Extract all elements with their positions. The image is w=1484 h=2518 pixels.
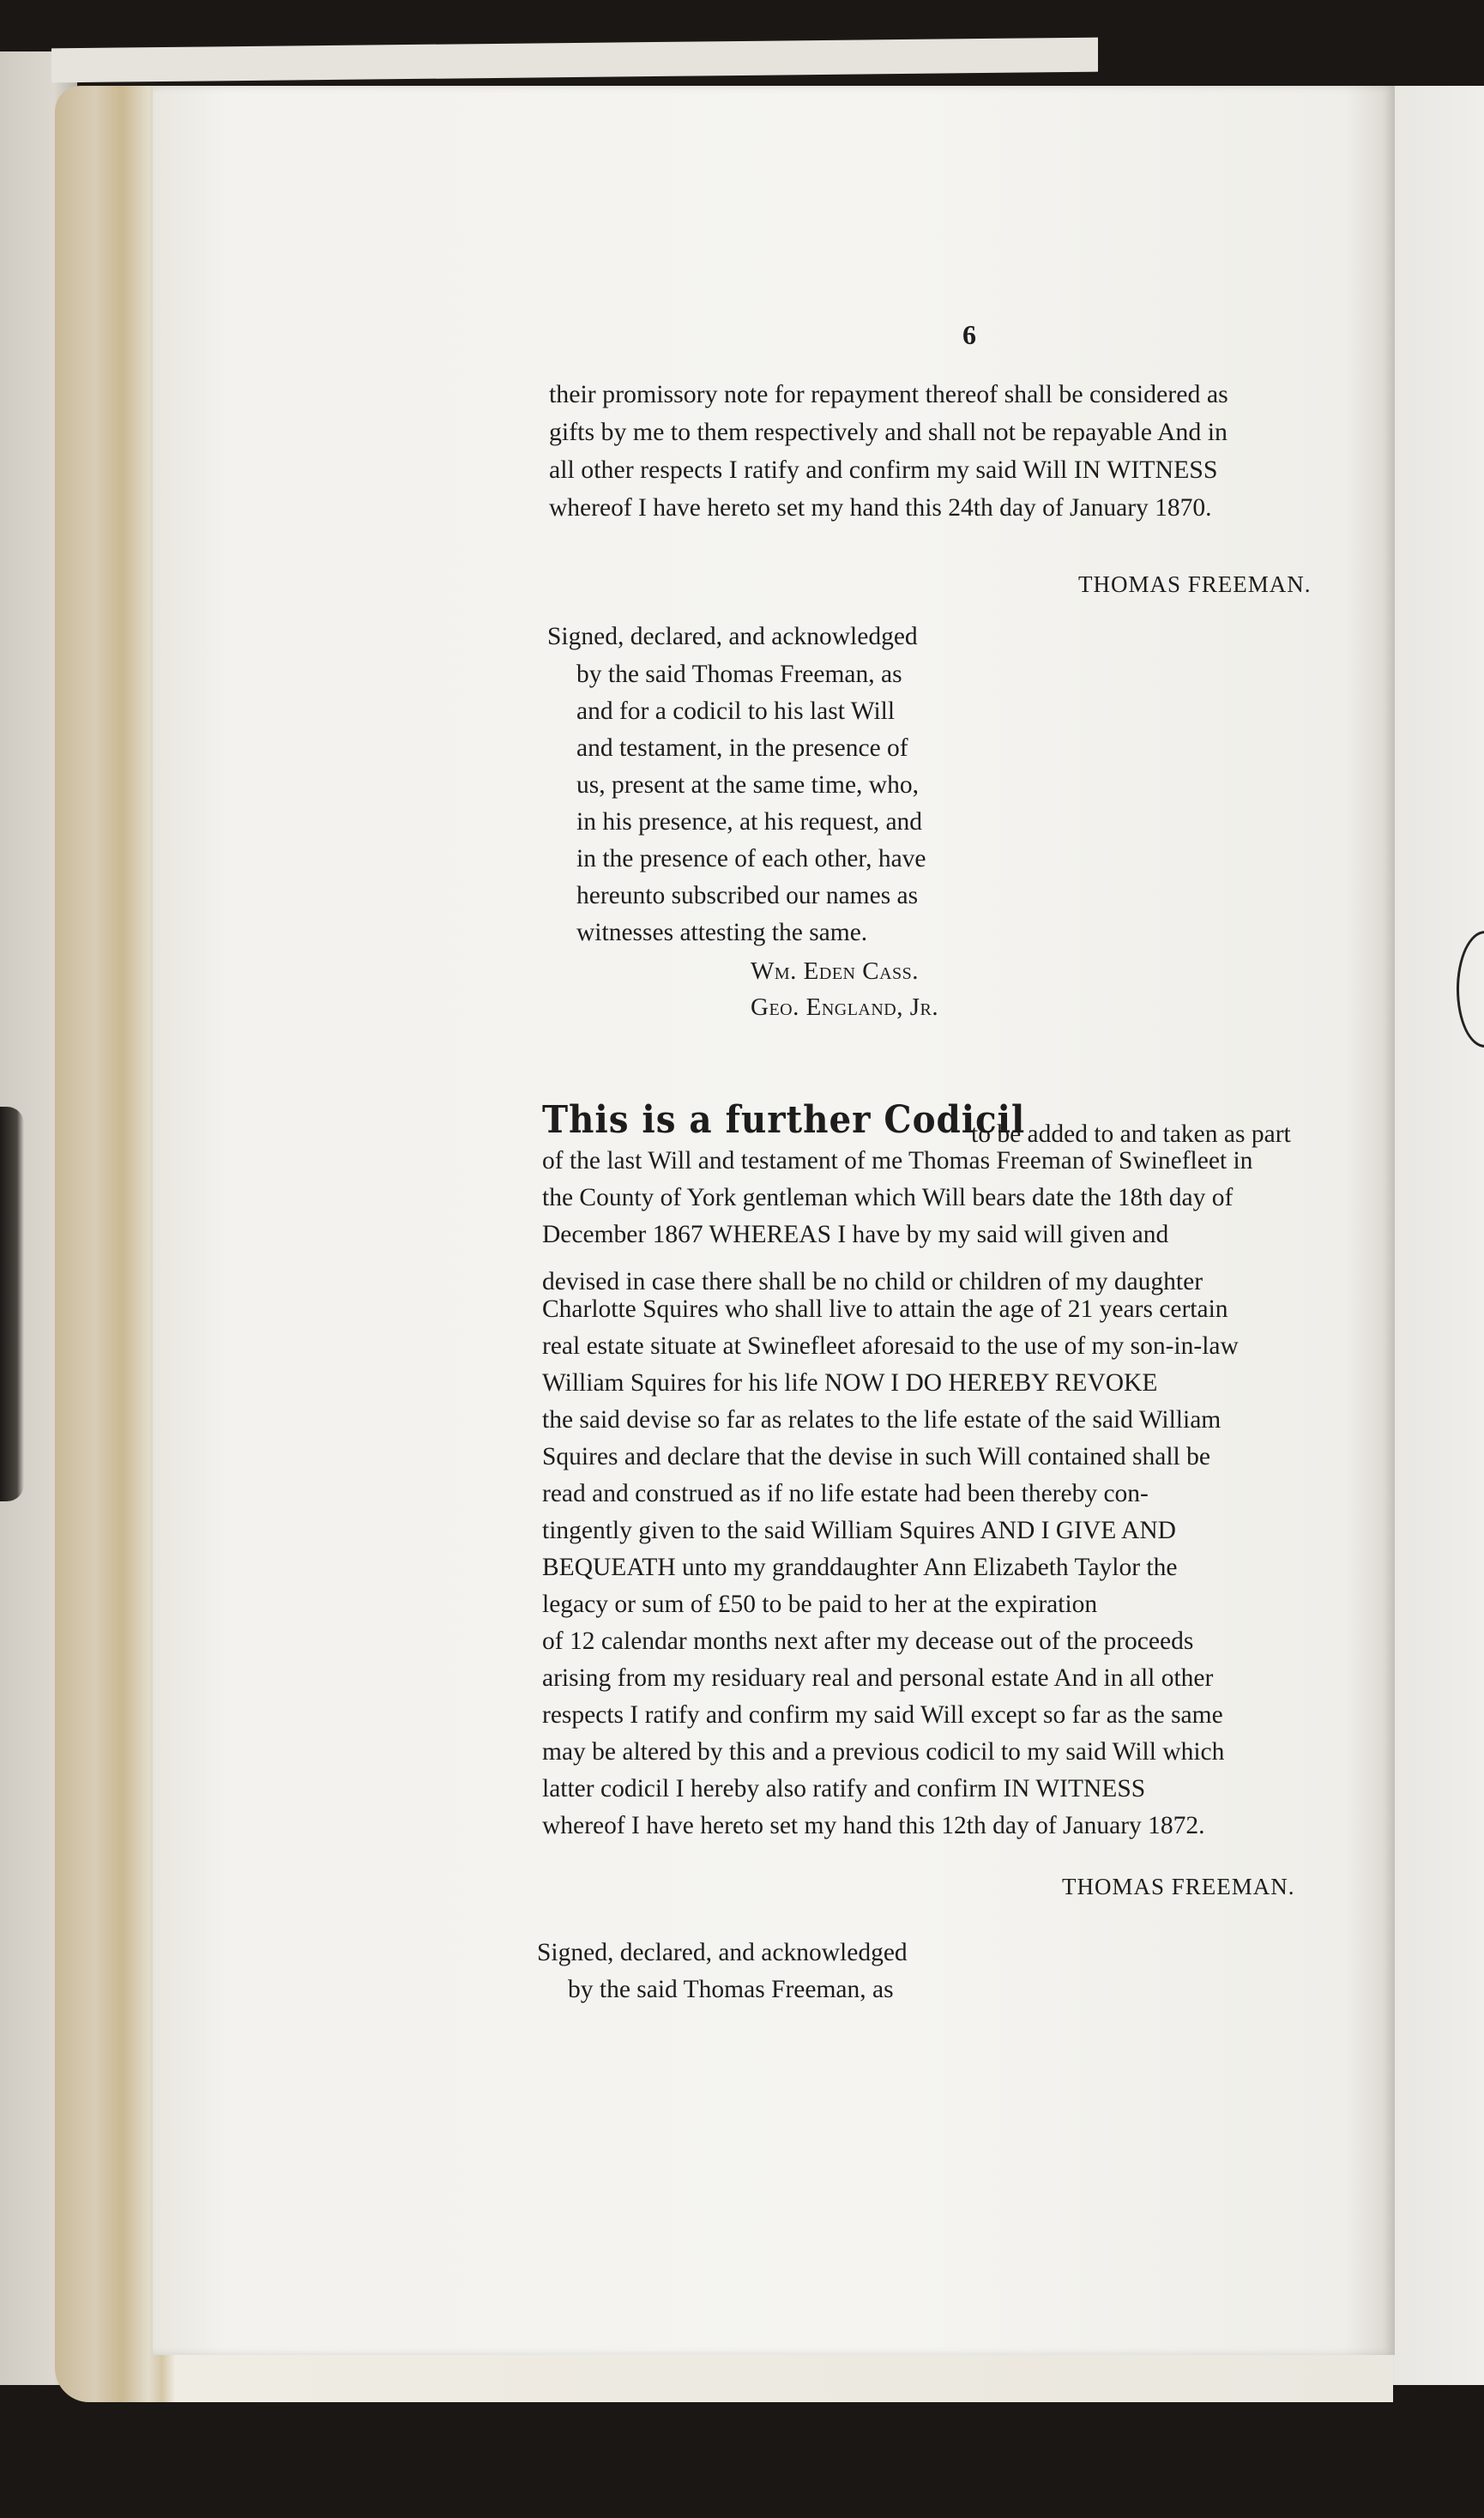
text-line: Signed, declared, and acknowledged [547, 623, 918, 650]
binding-shadow [0, 1107, 24, 1501]
text-line: us, present at the same time, who, [576, 771, 919, 799]
text-line: read and construed as if no life estate had been thereby con- [542, 1480, 1149, 1507]
text-line: the County of York gentleman which Will bears date the 18th day of [542, 1184, 1234, 1211]
text-line: tingently given to the said William Squires AND I GIVE AND [542, 1517, 1176, 1544]
text-line: real estate situate at Swinefleet aforesaid to the use of my son-in-law [542, 1332, 1239, 1360]
text-line: respects I ratify and confirm my said Will except so far as the same [542, 1701, 1223, 1729]
text-line: and testament, in the presence of [576, 734, 908, 762]
text-line: whereof I have hereto set my hand this 12th day of January 1872. [542, 1812, 1205, 1839]
text-line: of 12 calendar months next after my decease out of the proceeds [542, 1627, 1194, 1655]
witness-name: Wm. Eden Cass. [751, 957, 920, 985]
signature-thomas-freeman-1870: THOMAS FREEMAN. [1078, 571, 1312, 597]
text-line: in the presence of each other, have [576, 845, 926, 873]
text-line: by the said Thomas Freeman, as [576, 661, 902, 688]
text-line: to be added to and taken as part [971, 1120, 1291, 1148]
text-line: latter codicil I hereby also ratify and confirm IN WITNESS [542, 1775, 1146, 1802]
text-line: hereunto subscribed our names as [576, 882, 919, 909]
text-line: whereof I have hereto set my hand this 24th day of January 1870. [549, 494, 1212, 522]
text-line: the said devise so far as relates to the life estate of the said William [542, 1406, 1222, 1434]
text-line: and for a codicil to his last Will [576, 697, 896, 725]
text-line: William Squires for his life NOW I DO HEREBY REVOKE [542, 1369, 1158, 1397]
text-line: Squires and declare that the devise in such Will contained shall be [542, 1443, 1210, 1470]
text-line: by the said Thomas Freeman, as [568, 1976, 894, 2003]
signature-thomas-freeman-1872: THOMAS FREEMAN. [1062, 1874, 1295, 1899]
codicil-heading: This is a further Codicil [542, 1098, 1026, 1142]
text-line: witnesses attesting the same. [576, 919, 868, 946]
page-number: 6 [962, 319, 976, 350]
text-line: Signed, declared, and acknowledged [537, 1939, 908, 1966]
text-line: all other respects I ratify and confirm my said Will IN WITNESS [549, 456, 1218, 484]
text-line: gifts by me to them respectively and shall not be repayable And in [549, 419, 1228, 446]
text-line: may be altered by this and a previous codicil to my said Will which [542, 1738, 1225, 1766]
text-line: arising from my residuary real and personal estate And in all other [542, 1664, 1214, 1692]
witness-name: Geo. England, Jr. [751, 993, 939, 1021]
text-line: in his presence, at his request, and [576, 808, 923, 836]
text-line: legacy or sum of £50 to be paid to her at the expiration [542, 1591, 1098, 1618]
text-line: December 1867 WHEREAS I have by my said will given and [542, 1221, 1169, 1248]
text-line: of the last Will and testament of me Thomas Freeman of Swinefleet in [542, 1147, 1253, 1174]
text-line: BEQUEATH unto my granddaughter Ann Elizabeth Taylor the [542, 1554, 1178, 1581]
top-paper-strip [51, 38, 1098, 83]
text-line: devised in case there shall be no child or children of my daughter [542, 1268, 1203, 1295]
text-line: Charlotte Squires who shall live to attain the age of 21 years certain [542, 1295, 1228, 1323]
text-line: their promissory note for repayment thereof shall be considered as [549, 381, 1228, 408]
